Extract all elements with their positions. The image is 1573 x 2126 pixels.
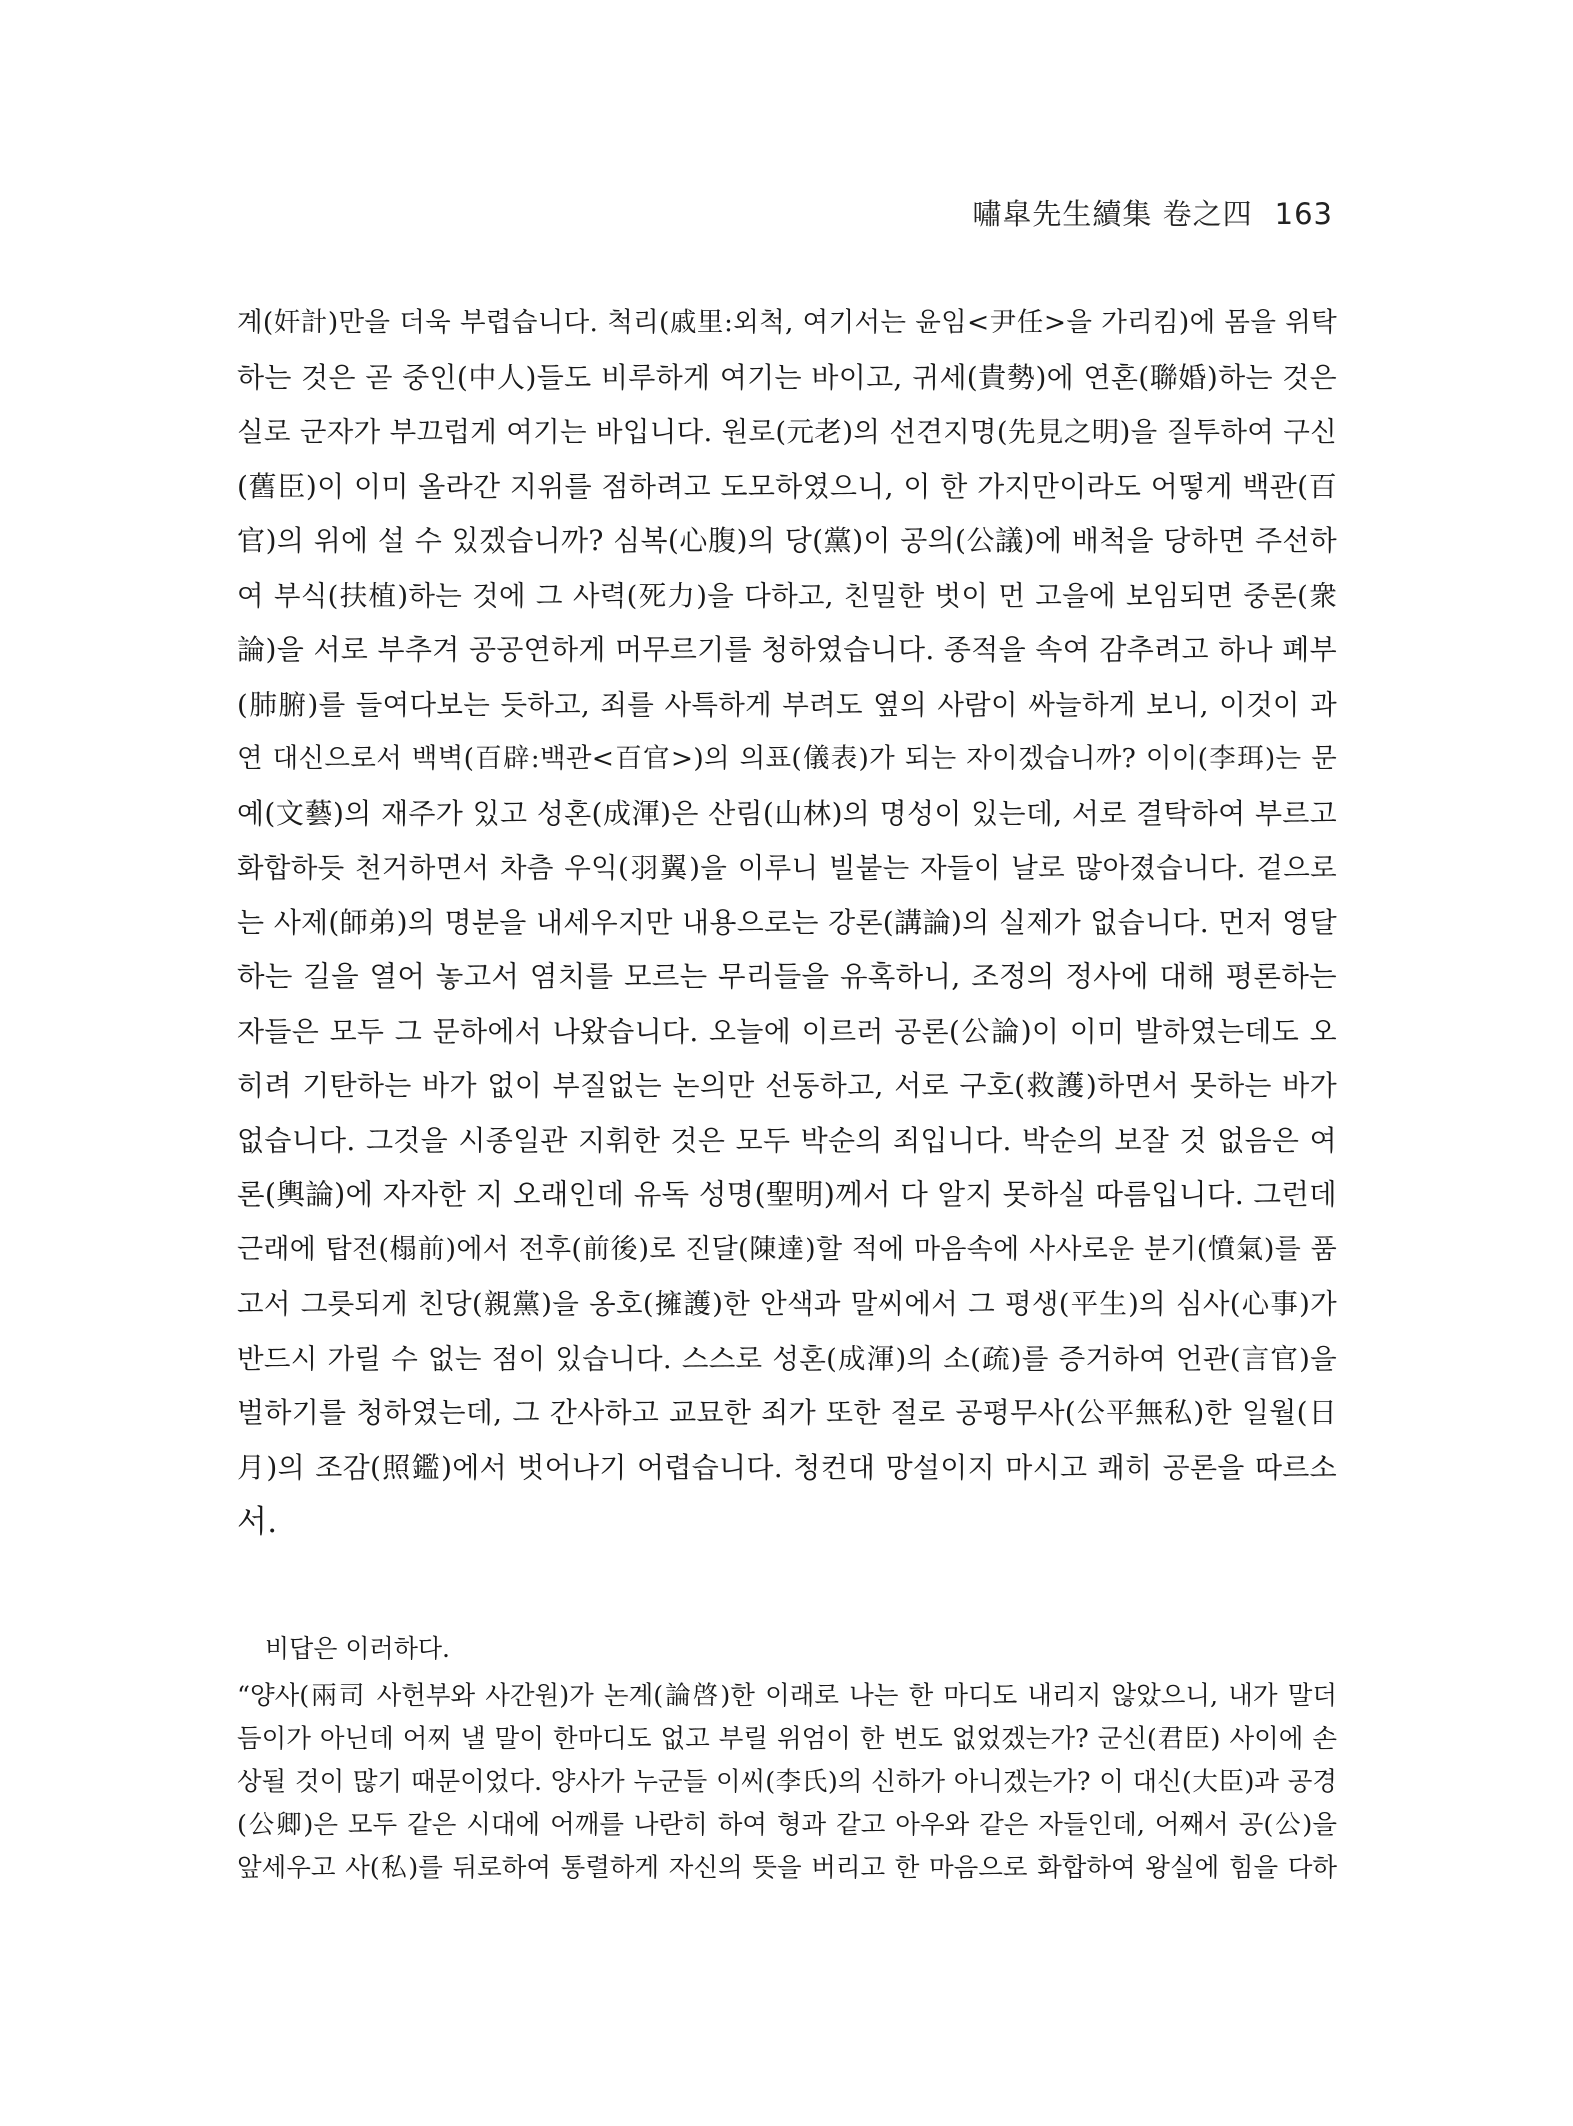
body-line: 는 사제(師弟)의 명분을 내세우지만 내용으로는 강론(講論)의 실제가 없습니다. 먼저 영달 [237,905,1337,939]
body-line: 官)의 위에 설 수 있겠습니까? 심복(心腹)의 당(黨)이 공의(公議)에 배척을 당하면 주선하 [237,524,1337,557]
reply-line: 듬이가 아닌데 어찌 낼 말이 한마디도 없고 부릴 위엄이 한 번도 없었겠는가? 군신(君臣) 사이에 손 [237,1724,1337,1754]
body-line: 자들은 모두 그 문하에서 나왔습니다. 오늘에 이르러 공론(公論)이 이미 발하였는데도 오 [237,1014,1337,1048]
body-line: 하는 것은 곧 중인(中人)들도 비루하게 여기는 바이고, 귀세(貴勢)에 연혼(聯婚)하는 것은 [237,360,1337,394]
body-line: 고서 그릇되게 친당(親黨)을 옹호(擁護)한 안색과 말씨에서 그 평생(平生)의 심사(心事)가 [237,1288,1337,1320]
body-line: 하는 길을 열어 놓고서 염치를 모르는 무리들을 유혹하니, 조정의 정사에 대해 평론하는 [237,960,1337,993]
body-line: 계(奸計)만을 더욱 부렵습니다. 척리(戚里:외척, 여기서는 윤임<尹任>을 가리킴)에 몸을 위탁 [237,307,1337,338]
body-line: 연 대신으로서 백벽(百辟:백관<百官>)의 의표(儀表)가 되는 자이겠습니까? 이이(李珥)는 문 [237,743,1337,774]
main-body [237,296,1337,1550]
body-line: 없습니다. 그것을 시종일관 지휘한 것은 모두 박순의 죄입니다. 박순의 보잘 것 없음은 여 [237,1123,1337,1157]
body-line: (舊臣)이 이미 올라간 지위를 점하려고 도모하였으니, 이 한 가지만이라도 어떻게 백관(百 [237,469,1337,503]
royal-reply [237,1629,1337,1890]
body-line: 月)의 조감(照鑑)에서 벗어나기 어렵습니다. 청컨대 망설이지 마시고 쾌히 공론을 따르소 [237,1450,1337,1484]
reply-line: 상될 것이 많기 때문이었다. 양사가 누군들 이씨(李氏)의 신하가 아니겠는가? 이 대신(大臣)과 공경 [237,1767,1337,1797]
book-title: 嘯皐先生續集 卷之四 [972,197,1253,231]
body-line: 벌하기를 청하였는데, 그 간사하고 교묘한 죄가 또한 절로 공평무사(公平無私)한 일월(日 [237,1396,1337,1429]
body-line: 예(文藝)의 재주가 있고 성혼(成渾)은 산림(山林)의 명성이 있는데, 서로 결탁하여 부르고 [237,796,1337,830]
body-line: 화합하듯 천거하면서 차츰 우익(羽翼)을 이루니 빌붙는 자들이 날로 많아졌습니다. 겉으로 [237,852,1337,884]
reply-line: (公卿)은 모두 같은 시대에 어깨를 나란히 하여 형과 같고 아우와 같은 자들인데, 어째서 공(公)을 [237,1810,1337,1840]
reply-intro: 비답은 이러하다. [265,1634,450,1663]
body-line: 論)을 서로 부추겨 공공연하게 머무르기를 청하였습니다. 종적을 속여 감추려고 하나 폐부 [237,633,1337,666]
reply-line: 앞세우고 사(私)를 뒤로하여 통렬하게 자신의 뜻을 버리고 한 마음으로 화합하여 왕실에 힘을 다하 [237,1853,1337,1883]
body-line: 여 부식(扶植)하는 것에 그 사력(死力)을 다하고, 친밀한 벗이 먼 고을에 보임되면 중론(衆 [237,579,1337,612]
page-number: 163 [1274,197,1333,231]
body-line: 반드시 가릴 수 없는 점이 있습니다. 스스로 성혼(成渾)의 소(疏)를 증거하여 언관(言官)을 [237,1342,1337,1375]
running-header [972,192,1333,233]
body-line: 서. [237,1504,278,1540]
body-line: 실로 군자가 부끄럽게 여기는 바입니다. 원로(元老)의 선견지명(先見之明)을 질투하여 구신 [237,416,1337,448]
body-line: 론(輿論)에 자자한 지 오래인데 유독 성명(聖明)께서 다 알지 못하실 따름입니다. 그런데 [237,1178,1337,1211]
body-line: (肺腑)를 들여다보는 듯하고, 죄를 사특하게 부려도 옆의 사람이 싸늘하게 보니, 이것이 과 [237,688,1337,721]
reply-line: “양사(兩司 사헌부와 사간원)가 논계(論啓)한 이래로 나는 한 마디도 내리지 않았으니, 내가 말더 [237,1681,1337,1711]
body-line: 히려 기탄하는 바가 없이 부질없는 논의만 선동하고, 서로 구호(救護)하면서 못하는 바가 [237,1069,1337,1102]
body-line: 근래에 탑전(榻前)에서 전후(前後)로 진달(陳達)할 적에 마음속에 사사로운 분기(憤氣)를 품 [237,1233,1337,1265]
